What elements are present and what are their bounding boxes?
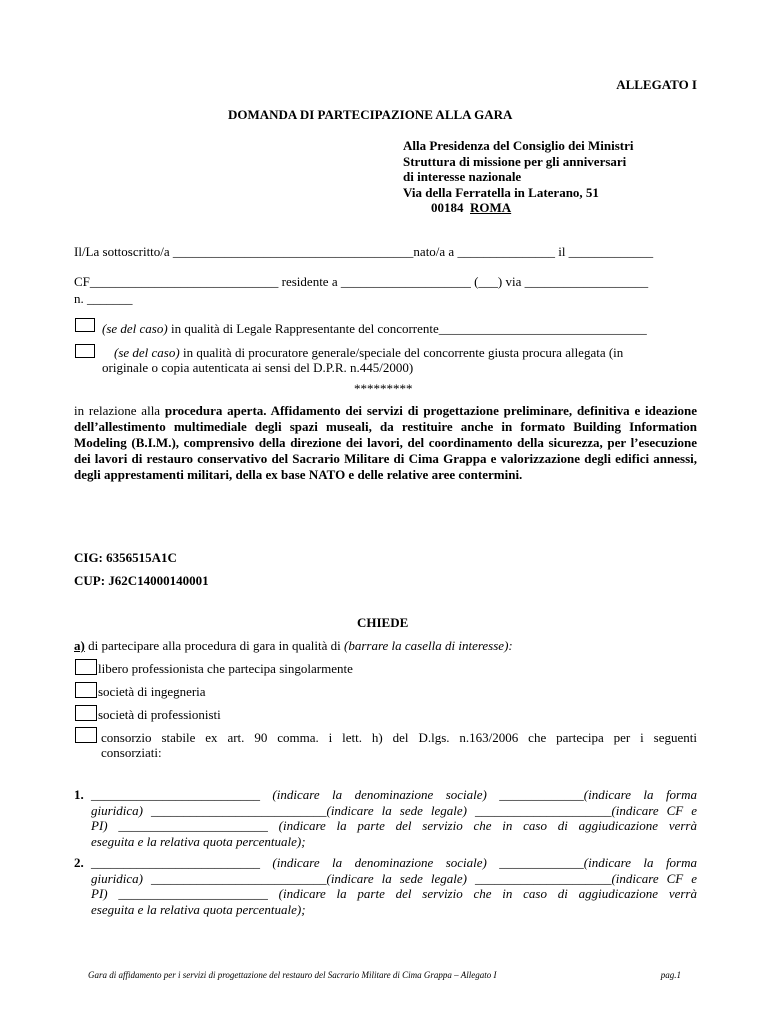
city: ROMA [470,200,512,215]
option-checkbox-freelance[interactable] [75,659,97,675]
item-number: 1. [74,787,84,802]
item-line: __________________________ (indicare la denominazione sociale) _____________(indicare la forma [91,855,697,870]
option-checkbox-professionals[interactable] [75,705,97,721]
addressee-city-line [403,200,634,216]
option-engineering-company: società di ingegneria [98,684,206,699]
procedure-intro: in relazione alla [74,403,165,418]
legal-representative-option [102,321,647,337]
procurator-checkbox[interactable] [75,344,95,358]
procurator-option-line2: originale o copia autenticata ai sensi del D.P.R. n.445/2000) [102,360,414,375]
cig-code: CIG: 6356515A1C [74,550,177,565]
addressee-line: di interesse nazionale [403,169,522,184]
option-text: in qualità di procuratore generale/speciale del concorrente giusta procura allegata (in [179,345,624,360]
item-line: PI) _______________________ (indicare la parte del servizio che in caso di aggiudicazione verrà [91,818,697,833]
separator: ********* [354,381,413,396]
item-line: eseguita e la relativa quota percentuale); [91,833,306,849]
request-instruction: (barrare la casella di interesse): [344,638,513,653]
consortium-item [74,855,697,917]
procurator-option-line1 [114,345,623,361]
addressee-line: Struttura di missione per gli anniversari [403,153,627,169]
option-checkbox-engineering[interactable] [75,682,97,698]
page-number: pag.1 [660,970,681,980]
consortium-item [74,787,697,849]
cup-code: CUP: J62C14000140001 [74,573,209,588]
item-number: 2. [74,855,84,870]
item-line: giuridica) ___________________________(indicare la sede legale) _____________________(indicare CF e [91,870,697,886]
option-consortium-line2: consorziati: [101,745,162,760]
option-checkbox-consortium[interactable] [75,727,97,743]
declarant-number-line: n. _______ [74,291,133,306]
addressee-line: Alla Presidenza del Consiglio dei Ministri [403,138,634,153]
item-line: eseguita e la relativa quota percentuale); [91,901,306,917]
addressee-block [403,138,634,216]
declarant-name-line: Il/La sottoscritto/a _____________________________________nato/a a _______________ il _____________ [74,244,654,259]
option-consortium-line1: consorzio stabile ex art. 90 comma. i lett. h) del D.lgs. n.163/2006 che partecipa per i seguenti [101,730,697,745]
procedure-paragraph [74,403,697,483]
option-professionals-company: società di professionisti [98,707,221,722]
item-line: giuridica) ___________________________(indicare la sede legale) _____________________(indicare CF e [91,802,697,818]
request-heading: CHIEDE [357,615,409,630]
legal-representative-checkbox[interactable] [75,318,95,332]
annex-label: ALLEGATO I [616,77,697,92]
option-qualifier: (se del caso) [114,345,180,360]
option-qualifier: (se del caso) [102,321,168,336]
item-line: __________________________ (indicare la denominazione sociale) _____________(indicare la forma [91,787,697,802]
item-line: PI) _______________________ (indicare la parte del servizio che in caso di aggiudicazione verrà [91,886,697,901]
footer-text: Gara di affidamento per i servizi di progettazione del restauro del Sacrario Militare di Cima Grappa – Allegato I [88,970,497,980]
declarant-cf-line: CF_____________________________ residente a ____________________ (___) via ___________________ [74,274,649,289]
addressee-line: Via della Ferratella in Laterano, 51 [403,184,599,200]
option-freelance: libero professionista che partecipa singolarmente [98,661,353,676]
option-text: in qualità di Legale Rappresentante del concorrente________________________________ [167,321,647,336]
procedure-description: procedura aperta. Affidamento dei servizi di progettazione preliminare, definitiva e ideazione dell’allestimento multimediale degli spazi museali, da restituire anche in formato Building Information Modeling (B.I.M.), comprensivo della direzione dei lavori, del coordinamento della sicurezza, per l’esecuzione dei lavori di restauro conservativo del Sacrario Militare di Cima Grappa e valorizzazione degli edifici annessi, degli apprestamenti militari, della ex base NATO e delle relative aree contermini. [74,403,697,482]
request-line [74,638,513,654]
document-title: DOMANDA DI PARTECIPAZIONE ALLA GARA [228,107,513,122]
request-letter: a) [74,638,85,653]
postcode: 00184 [431,200,464,215]
request-text: di partecipare alla procedura di gara in qualità di [84,638,344,653]
